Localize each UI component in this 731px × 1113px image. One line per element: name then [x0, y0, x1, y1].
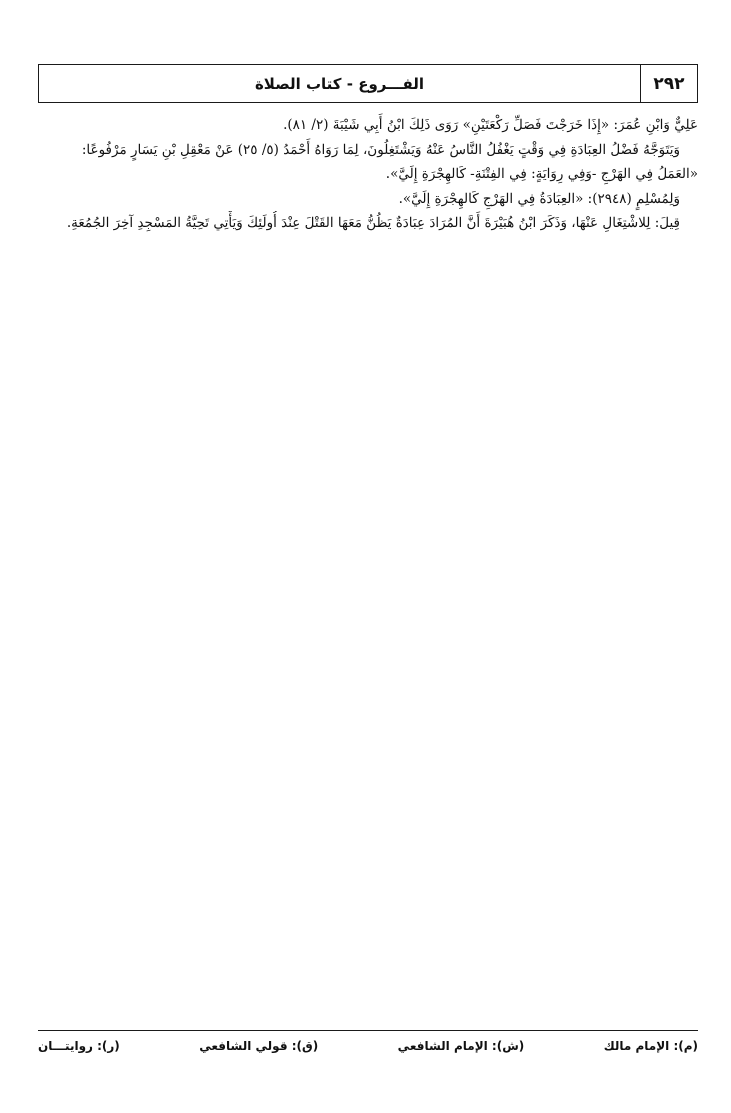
page-number: ٢٩٢: [640, 65, 697, 102]
abbreviations-footer: [38, 1036, 698, 1056]
abbreviation-shafii-opinions: (ق): قولي الشافعي: [199, 1039, 319, 1053]
running-title: الفـــروع - كتاب الصلاة: [254, 74, 425, 93]
text-line: قِيلَ: لِلاشْتِغَالِ عَنْهَا، وَذَكَرَ ابْنُ هُبَيْرَةَ أَنَّ المُرَادَ عِبَادَةٌ يَظُنُّ مَعَهَا القَتْلَ عِنْدَ أُولَئِكَ وَيَأْتِي تَحِيَّةُ المَسْجِدِ آخِرَ الجُمُعَةِ.: [66, 215, 680, 231]
abbreviation-malik: (م): الإمام مالك: [603, 1039, 698, 1053]
footer-divider: [38, 1030, 698, 1031]
abbreviation-two-narrations: (ر): روايتـــان: [38, 1039, 120, 1053]
text-line: وَيَتَوَجَّهُ فَضْلُ العِبَادَةِ فِي وَقْتٍ يَغْفُلُ النَّاسُ عَنْهُ وَيَشْتَغِلُونَ، لِمَا رَوَاهُ أَحْمَدُ (٥/ ٢٥) عَنْ مَعْقِلِ بْنِ يَسَارٍ مَرْفُوعًا:: [81, 141, 680, 158]
page-header: [38, 64, 698, 103]
text-line: «العَمَلُ فِي الهَرْجِ -وَفِي رِوَايَةٍ: فِي الفِتْنَةِ- كَالهِجْرَةِ إِلَيَّ».: [385, 166, 698, 182]
text-line: وَلِمُسْلِمٍ (٢٩٤٨): «العِبَادَةُ فِي الهَرْجِ كَالهِجْرَةِ إِلَيَّ».: [398, 190, 680, 207]
abbreviation-shafii: (ش): الإمام الشافعي: [397, 1039, 525, 1053]
body-text: [38, 113, 698, 236]
text-line: عَلِيٌّ وَابْنِ عُمَرَ: «إِذَا خَرَجْتَ فَصَلِّ رَكْعَتَيْنِ» رَوَى ذَلِكَ ابْنُ أَبِي شَيْبَةَ (٢/ ٨١).: [283, 117, 698, 133]
